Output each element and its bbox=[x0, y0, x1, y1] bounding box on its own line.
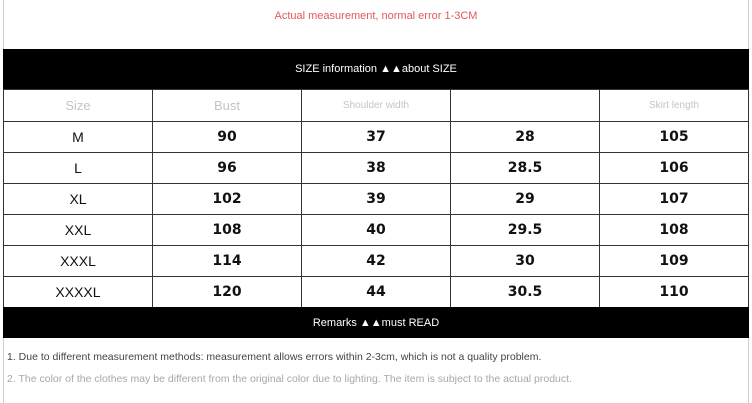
bust-cell: 102 bbox=[153, 184, 302, 215]
skirt-length-cell: 109 bbox=[600, 246, 749, 277]
skirt-length-cell: 107 bbox=[600, 184, 749, 215]
column-4-cell: 29 bbox=[451, 184, 600, 215]
column-4-cell: 28 bbox=[451, 122, 600, 153]
size-cell: M bbox=[4, 122, 153, 153]
shoulder-cell: 40 bbox=[302, 215, 451, 246]
shoulder-cell: 38 bbox=[302, 153, 451, 184]
table-row bbox=[4, 277, 749, 308]
remark-2: 2. The color of the clothes may be different from the original color due to lighting. The item is subject to the actual product. bbox=[7, 373, 572, 385]
table-row bbox=[4, 122, 749, 153]
bust-cell: 90 bbox=[153, 122, 302, 153]
table-row bbox=[4, 184, 749, 215]
header-bust: Bust bbox=[153, 90, 302, 122]
skirt-length-cell: 105 bbox=[600, 122, 749, 153]
header-column-4 bbox=[451, 90, 600, 122]
skirt-length-cell: 108 bbox=[600, 215, 749, 246]
table-header-row bbox=[4, 90, 749, 122]
size-info-title: SIZE information ▲▲about SIZE bbox=[295, 63, 457, 75]
remark-1: 1. Due to different measurement methods: measurement allows errors within 2-3cm, which is not a quality problem. bbox=[7, 351, 542, 363]
bust-cell: 120 bbox=[153, 277, 302, 308]
header-shoulder-width: Shoulder width bbox=[302, 90, 451, 122]
size-cell: L bbox=[4, 153, 153, 184]
column-4-cell: 30 bbox=[451, 246, 600, 277]
bust-cell: 96 bbox=[153, 153, 302, 184]
size-cell: XXL bbox=[4, 215, 153, 246]
remarks-title: Remarks ▲▲must READ bbox=[312, 316, 440, 329]
shoulder-cell: 44 bbox=[302, 277, 451, 308]
size-cell: XL bbox=[4, 184, 153, 215]
header-skirt-length: Skirt length bbox=[600, 90, 749, 122]
table-row bbox=[4, 215, 749, 246]
header-size: Size bbox=[4, 90, 153, 122]
bust-cell: 108 bbox=[153, 215, 302, 246]
size-cell: XXXL bbox=[4, 246, 153, 277]
column-4-cell: 29.5 bbox=[451, 215, 600, 246]
table-row bbox=[4, 246, 749, 277]
size-info-bar bbox=[3, 49, 749, 89]
size-cell: XXXXL bbox=[4, 277, 153, 308]
column-4-cell: 28.5 bbox=[451, 153, 600, 184]
skirt-length-cell: 110 bbox=[600, 277, 749, 308]
shoulder-cell: 42 bbox=[302, 246, 451, 277]
shoulder-cell: 39 bbox=[302, 184, 451, 215]
column-4-cell: 30.5 bbox=[451, 277, 600, 308]
shoulder-cell: 37 bbox=[302, 122, 451, 153]
remarks-bar bbox=[3, 307, 749, 338]
measurement-note: Actual measurement, normal error 1-3CM bbox=[274, 10, 478, 22]
size-table bbox=[3, 89, 749, 308]
bust-cell: 114 bbox=[153, 246, 302, 277]
skirt-length-cell: 106 bbox=[600, 153, 749, 184]
table-row bbox=[4, 153, 749, 184]
